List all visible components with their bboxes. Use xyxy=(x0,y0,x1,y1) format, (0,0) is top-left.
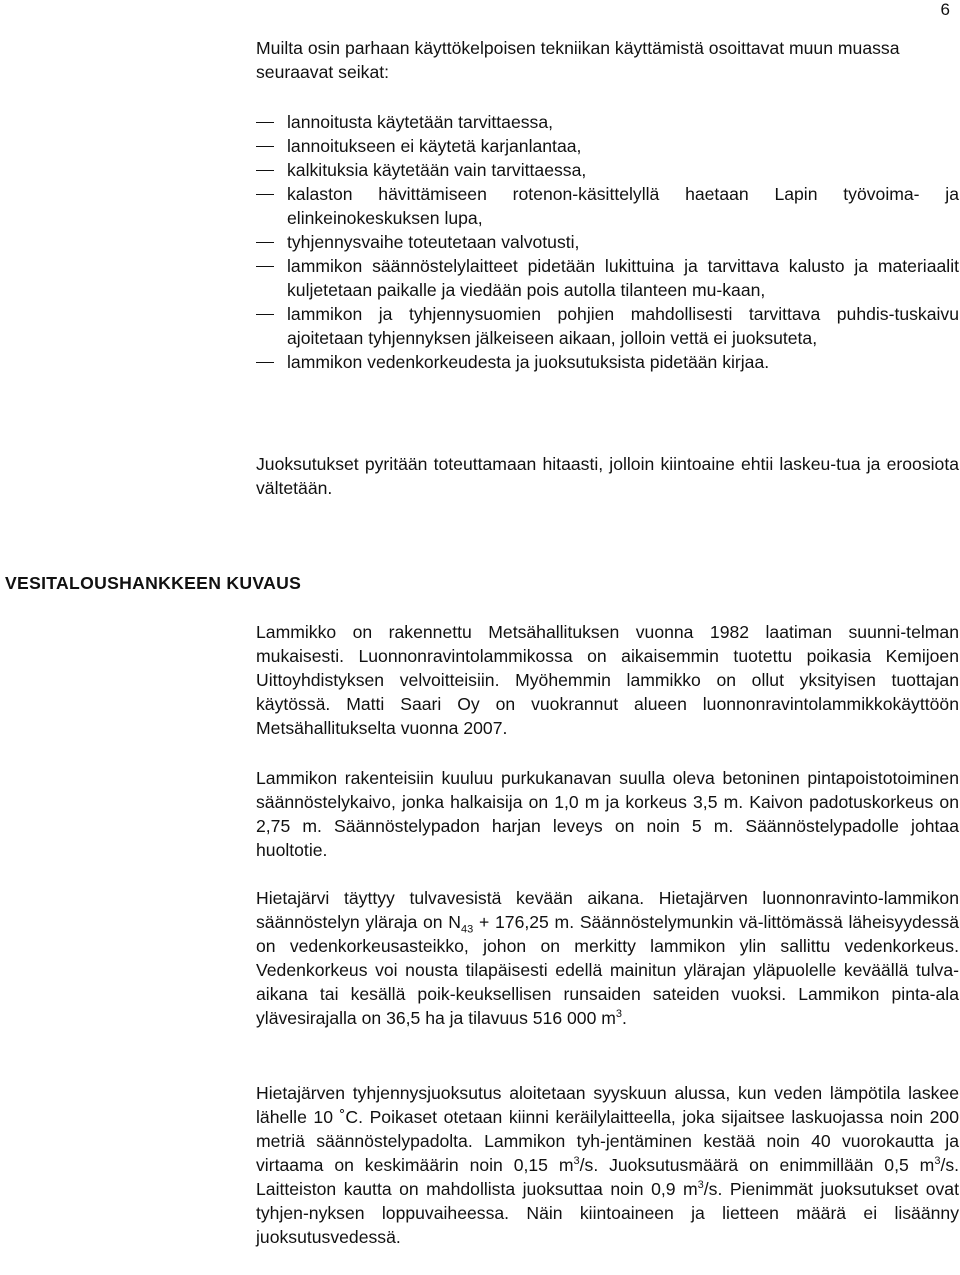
juoksutus-paragraph: Juoksutukset pyritään toteuttamaan hitaasti, jolloin kiintoaine ehtii laskeu-tua ja eroosiota vältetään. xyxy=(256,454,959,498)
list-item: lammikon vedenkorkeudesta ja juoksutuksista pidetään kirjaa. xyxy=(256,350,959,374)
page-number: 6 xyxy=(940,0,950,19)
text-run: /s. Laitteiston kautta on mahdollista juoksuttaa noin 0,9 m xyxy=(256,1155,960,1199)
intro-paragraph: Muilta osin parhaan käyttökelpoisen tekniikan käyttämistä osoittavat muun muassa seuraavat seikat: xyxy=(256,38,900,82)
drainage-paragraph xyxy=(256,1081,959,1249)
list-item: kalkituksia käytetään vain tarvittaessa, xyxy=(256,158,959,182)
list-item: lammikon ja tyhjennysuomien pohjien mahdollisesti tarvittava puhdis-tuskaivu ajoitetaan tyhjennyksen jälkeiseen aikaan, jolloin vettä ei juoksuteta, xyxy=(256,302,959,350)
water-level-paragraph xyxy=(256,886,959,1030)
list-item: kalaston hävittämiseen rotenon-käsittelyllä haetaan Lapin työvoima- ja elinkeinokeskuksen lupa, xyxy=(256,182,959,230)
superscript: 3 xyxy=(934,1155,941,1168)
text-run: + 176,25 m. Säännöstelymunkin vä-littömässä läheisyydessä on vedenkorkeusasteikko, johon on merkitty lammikon ylin sallittu vedenkorkeus. Vedenkorkeus voi nousta tilapäisesti edellä mainitun ylärajan yläpuolelle keväällä tulva-aikana tai kesällä poik-keuksellisen runsaiden sateiden vuoksi. Lammikon pinta-ala ylävesirajalla on 36,5 ha ja tilavuus 516 000 m xyxy=(256,912,959,1028)
subscript: 43 xyxy=(461,923,474,936)
text-run: Hietajärven tyhjennysjuoksutus aloitetaan syyskuun alussa, kun veden lämpötila laskee lähelle 10 ˚C. Poikaset otetaan kiinni keräilylaitteella, joka sijaitsee laskuojassa noin 200 metriä säännöstelypadolta. Lammikon tyh-jentäminen kestää noin 40 vuorokautta ja virtaama on keskimäärin noin 0,15 m xyxy=(256,1083,959,1175)
superscript: 3 xyxy=(573,1155,580,1168)
list-item: lannoitusta käytetään tarvittaessa, xyxy=(256,110,959,134)
bullet-list xyxy=(256,110,959,374)
text-run: . xyxy=(622,1008,627,1028)
text-run: /s. Pienimmät juoksutukset ovat tyhjen-nyksen loppuvaiheessa. Näin kiintoaineen ja lietteen määrä ei lisäänny juoksutusvedessä. xyxy=(256,1179,959,1247)
list-item: lammikon säännöstelylaitteet pidetään lukittuina ja tarvittava kalusto ja materiaalit kuljetetaan paikalle ja viedään pois autolla tilanteen mu-kaan, xyxy=(256,254,959,302)
list-item: tyhjennysvaihe toteutetaan valvotusti, xyxy=(256,230,959,254)
text-run: Hietajärvi täyttyy tulvavesistä kevään aikana. Hietajärven luonnonravinto-lammikon säännöstelyn yläraja on N xyxy=(256,888,959,932)
history-paragraph: Lammikko on rakennettu Metsähallituksen vuonna 1982 laatiman suunni-telman mukaisesti. Luonnonravintolammikossa on aikaisemmin tuotettu poikasia Kemijoen Uittoyhdistyksen velvoitteisiin. Myöhemmin lammikko on ollut yksityisen tuottajan käytössä. Matti Saari Oy on vuokrannut alueen luonnonravintolammikkokäyttöön Metsähallitukselta vuonna 2007. xyxy=(256,622,959,738)
list-item: lannoitukseen ei käytetä karjanlantaa, xyxy=(256,134,959,158)
section-heading: VESITALOUSHANKKEEN KUVAUS xyxy=(5,573,302,593)
structures-paragraph: Lammikon rakenteisiin kuuluu purkukanavan suulla oleva betoninen pintapoistotoiminen säännöstelykaivo, jonka halkaisija on 1,0 m ja korkeus 3,5 m. Kaivon padotuskorkeus on 2,75 m. Säännöstelypadon harjan leveys on noin 5 m. Säännöstelypadolle johtaa huoltotie. xyxy=(256,768,959,860)
text-run: /s. Juoksutusmäärä on enimmillään 0,5 m xyxy=(579,1155,935,1175)
superscript: 3 xyxy=(615,1008,623,1021)
superscript: 3 xyxy=(697,1179,704,1192)
